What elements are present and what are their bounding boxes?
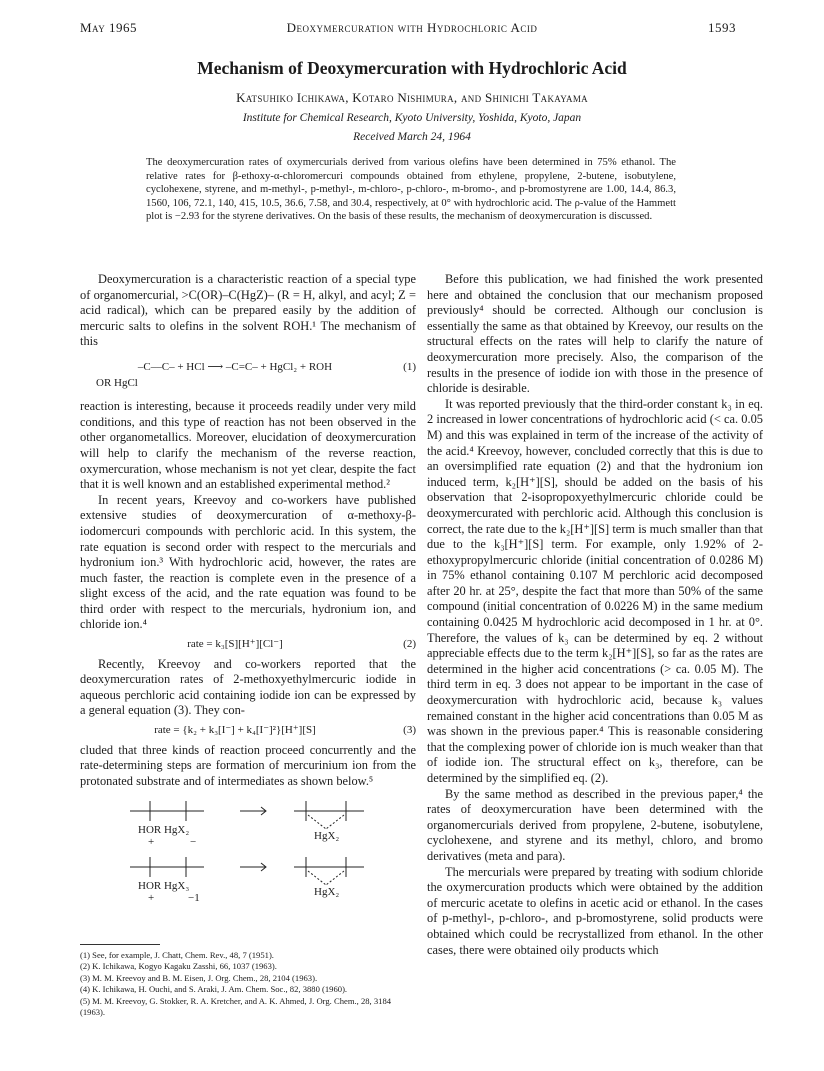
- equation-3-number: (3): [403, 724, 416, 737]
- footnote: (3) M. M. Kreevoy and B. M. Eisen, J. Org. Chem., 28, 2104 (1963).: [80, 972, 318, 983]
- equation-1-substituents: OR HgCl: [96, 376, 138, 389]
- scheme2-left-labels: HOR HgX₃: [138, 880, 190, 893]
- scheme1-charge-plus: +: [148, 836, 155, 849]
- scheme2-charge-plus: +: [148, 892, 155, 905]
- footnote: (1) See, for example, J. Chatt, Chem. Rev., 48, 7 (1951).: [80, 950, 274, 960]
- paragraph: In recent years, Kreevoy and co-workers have published extensive studies of deoxymercuration of α-methoxy-β-iodomercuri compounds with perchloric acid. In this system, the rate equation is second order with respect to the mercurials and hydronium ion.³ With hydrochloric acid, however, the rates are much faster, the reaction is complete even in the presence of a slight excess of the acid, and the rate equation was found to be third order with respect to the mercurials, hydronium ion, and chloride ion.⁴: [80, 492, 416, 632]
- scheme1-right-label: HgX₂: [314, 830, 340, 843]
- scheme1-charge-minus: −: [190, 836, 197, 849]
- institution: Institute for Chemical Research, Kyoto University, Yoshida, Kyoto, Japan: [242, 112, 582, 124]
- received-date: Received March 24, 1964: [353, 131, 471, 143]
- equation-2-body: rate = k₃[S][H⁺][Cl⁻]: [187, 638, 283, 651]
- equation-1-body: –C––C– + HCl ⟶ –C=C– + HgCl₂ + ROH: [137, 360, 333, 373]
- paragraph: reaction is interesting, because it proceeds readily under very mild conditions, and this type of reaction has not been observed in the other organometallics. Moreover, elucidation of deoxymercuration will help to clarify the mechanism of the reverse reaction, oxymercuration, whose mechanism is not yet clear, despite the fact that it is well known and an established experimental method.²: [80, 399, 416, 492]
- reaction-scheme: [80, 795, 416, 907]
- scheme1-left-labels: HOR HgX₂: [138, 824, 190, 837]
- equation-2: [80, 637, 416, 653]
- article-title: Mechanism of Deoxymercuration with Hydrochloric Acid: [197, 58, 627, 78]
- running-header-date: May 1965: [80, 20, 137, 35]
- footnote: (4) K. Ichikawa, H. Ouchi, and S. Araki, J. Am. Chem. Soc., 82, 3880 (1960).: [80, 984, 348, 995]
- paragraph: cluded that three kinds of reaction proceed concurrently and the rate-determining steps are formation of mercurinium ion from the protonated substrate and of intermediates as shown below.⁵: [80, 742, 416, 788]
- scheme2-charge-minus: −1: [188, 892, 200, 905]
- footnotes: [80, 950, 416, 1018]
- authors: Katsuhiko Ichikawa, Kotaro Nishimura, and Shinichi Takayama: [236, 90, 588, 105]
- scheme-drawing: [80, 795, 416, 907]
- abstract: The deoxymercuration rates of oxymercurials derived from various olefins have been determined in 75% ethanol. The relative rates for β-ethoxy-α-chloromercuri compounds obtained from ethylene, propylene, 2-butene, isobutylene, cyclohexene, styrene, and m-methyl-, p-methyl-, m-chloro-, p-chloro-, m-bromo-, and p-bromostyrene are 1.00, 14.4, 86.3, 1560, 106, 72.1, 140, 415, 10.5, 36.6, 7.58, and 30.4, respectively, at 0° with hydrochloric acid. The ρ-value of the Hammett plot is −2.93 for the styrene derivatives. On the basis of these results, the mechanism of deoxymercuration is discussed.: [146, 157, 676, 223]
- scheme2-right-label: HgX₂: [314, 886, 340, 899]
- paragraph: It was reported previously that the third-order constant k₃ in eq. 2 increased in lower concentrations of hydrochloric acid (< ca. 0.05 M) and this was explained in term of the increase of the activity of the acid.⁴ Kreevoy, however, concluded correctly that this is due to an oversimplified rate equation (2) and that the hydronium ion induced term, k₂[H⁺][S], should be added on the basis of his observation that 2-isopropoxyethylmercuric chloride could be deoxymercurated with perchloric acid. Although this conclusion is correct, the rate due to the k₂[H⁺][S] term is much smaller than that due to the k₃[H⁺][S] term. For example, only 1.92% of 2-ethoxypropylmercuric chloride (initial concentration of 0.0286 M) in 75% ethanol containing 0.107 M perchloric acid decomposed after 20 hr. at 25°, despite the fact that more than 50% of the same compound (initial concentration of 0.0226 M) in the same medium containing 0.0425 M hydrochloric acid decomposed in 1 hr. at 0°. Therefore, the values of k₃ can be determined by eq. 2 without appreciable effects due to the term k₂[H⁺][S], so far as the rates are determined in the higher acid concentrations (> ca. 0.05 M). The third term in eq. 3 does not appear to be important in the case of deoxymercuration with hydrochloric acid, because k₃ values remained constant in the higher acid concentrations than 0.05 M as was shown in the previous paper.⁴ This is reasonable considering that the complexing power of chloride ion is much weaker than that of iodide ion. The structural effect on k₃, therefore, can be determined by the simplified eq. (2).: [427, 396, 763, 785]
- equation-3: [80, 723, 416, 739]
- footnote: (2) K. Ichikawa, Kogyo Kagaku Zasshi, 66, 1037 (1963).: [80, 961, 277, 972]
- running-header-title: Deoxymercuration with Hydrochloric Acid: [286, 20, 538, 35]
- right-column: [427, 272, 763, 958]
- paragraph: The mercurials were prepared by treating with sodium chloride the oxymercuration products which were obtained by the addition of mercuric acetate to olefins in acetic acid or ethanol. In the cases of p-methyl-, p-chloro-, and p-bromostyrene, solid products were obtained which could be recrystallized from ethanol. In the other cases, there were obtained oily products which: [427, 864, 763, 957]
- left-column: [80, 272, 416, 907]
- equation-2-number: (2): [403, 638, 416, 651]
- equation-1-number: (1): [403, 360, 416, 373]
- paragraph: By the same method as described in the previous paper,⁴ the rates of deoxymercuration have been determined with the organomercurials derived from propylene, 2-butene, isobutylene, cyclohexene, and styrene and its methyl, chloro, and bromo derivatives (meta and para).: [427, 786, 763, 863]
- footnote-rule: [80, 944, 160, 945]
- page-number: 1593: [708, 20, 736, 35]
- paragraph: Deoxymercuration is a characteristic reaction of a special type of organomercurial, >C(OR)–C(HgZ)– (R = H, alkyl, and acyl; Z = acid radical), which can be prepared easily by the addition of mercuric salts to olefins in the solvent ROH.¹ The mechanism of this: [80, 272, 416, 349]
- paragraph: Before this publication, we had finished the work presented here and obtained the conclusion that our mechanism proposed previously⁴ should be corrected. Although our conclusion is essentially the same as that obtained by Kreevoy, our results on the structural effects on the rates will help to clarify the nature of deoxymercuration more precisely. Also, the comparison of the results in the presence of iodide ion with those in the presence of chloride is desirable.: [427, 272, 763, 396]
- footnote: (5) M. M. Kreevoy, G. Stokker, R. A. Kretcher, and A. K. Ahmed, J. Org. Chem., 28, 3184 (1963).: [80, 995, 392, 1018]
- equation-3-body: rate = {k₂ + k₃[I⁻] + k₄[I⁻]²}[H⁺][S]: [154, 724, 316, 737]
- equation-1: [80, 360, 416, 376]
- paragraph: Recently, Kreevoy and co-workers reported that the deoxymercuration rates of 2-methoxyethylmercuric iodide in aqueous perchloric acid containing iodide ion can be expressed by a general equation (3). They con-: [80, 656, 416, 718]
